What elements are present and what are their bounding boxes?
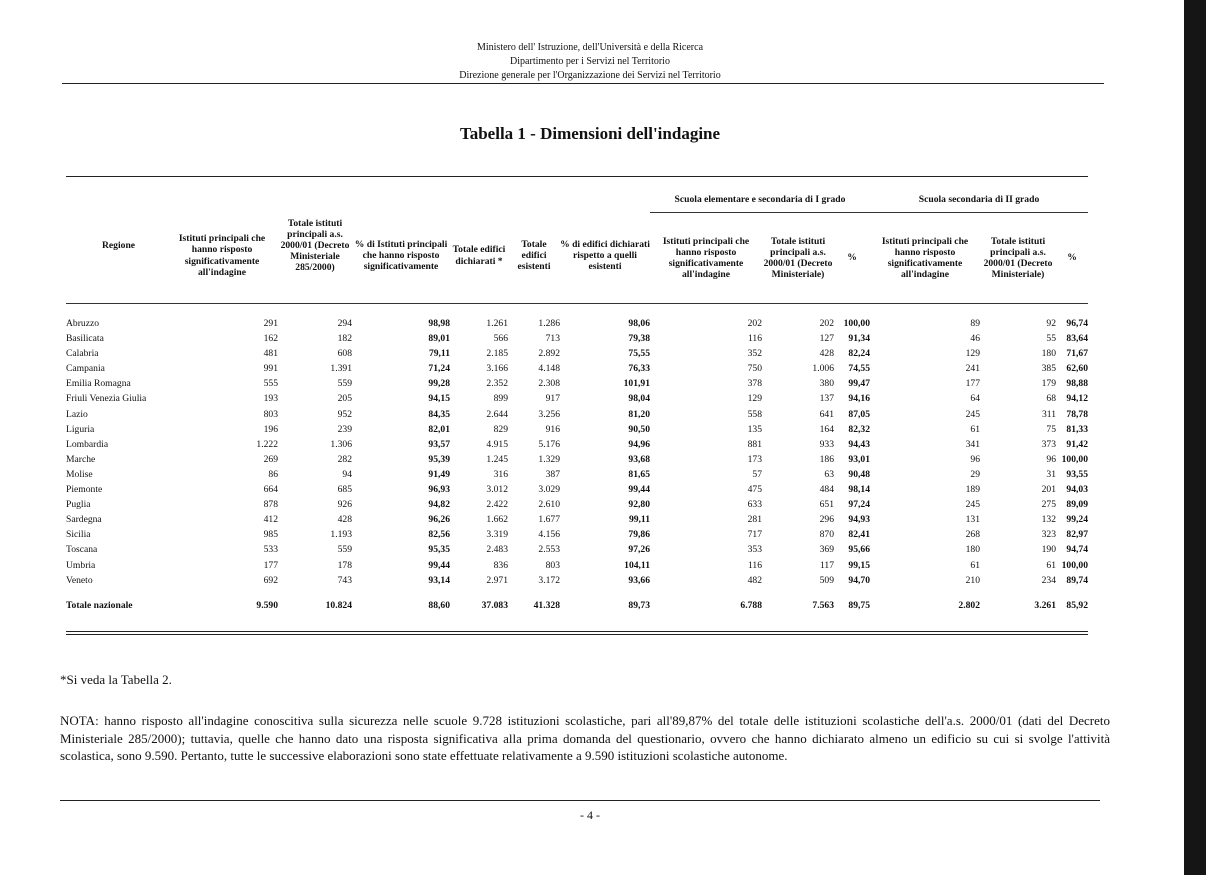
- table-cell: 269: [263, 453, 278, 465]
- table-cell: 75,55: [628, 348, 650, 360]
- table-cell: 93,55: [1066, 468, 1089, 480]
- table-cell: 899: [493, 393, 508, 405]
- scan-edge: [1184, 0, 1206, 875]
- table-cell: 281: [747, 514, 762, 526]
- table-cell: 99,44: [628, 484, 650, 496]
- col-totale-istituti: Totale istituti principali a.s. 2000/01 (Decreto Ministeriale 285/2000): [280, 217, 350, 274]
- table-cell: 177: [263, 559, 278, 571]
- table-cell: 100,00: [1061, 559, 1089, 571]
- table-cell: 1.193: [330, 529, 352, 541]
- table-cell: 180: [965, 544, 980, 556]
- col-istituti: Istituti principali che hanno risposto significativamente all'indagine: [178, 233, 266, 278]
- data-table: [66, 188, 1088, 613]
- table-cell: 99,24: [1066, 514, 1089, 526]
- footnote: *Si veda la Tabella 2.: [60, 672, 172, 687]
- table-cell: 245: [965, 408, 980, 420]
- table-cell: 651: [819, 499, 834, 511]
- table-cell: 131: [965, 514, 980, 526]
- table-cell: 234: [1041, 574, 1056, 586]
- table-cell: 341: [965, 438, 980, 450]
- table-cell: 94,96: [628, 438, 650, 450]
- table-cell: 116: [747, 559, 762, 571]
- table-cell: 750: [747, 363, 762, 375]
- table-cell: 89: [970, 318, 980, 329]
- table-cell: 82,24: [848, 348, 870, 360]
- table-row: [66, 482, 1088, 497]
- table-row: [66, 361, 1088, 376]
- table-cell: 79,38: [628, 333, 650, 345]
- table-cell: 68: [1046, 393, 1056, 405]
- table-cell: 1.222: [256, 438, 278, 450]
- table-cell: 93,66: [628, 574, 650, 586]
- table-cell: 1.286: [538, 318, 560, 329]
- table-cell: 74,55: [848, 363, 870, 375]
- table-cell: 3.256: [538, 408, 560, 420]
- table-cell: 95,39: [428, 453, 450, 465]
- table-cell: 94,16: [848, 393, 870, 405]
- table-row: [66, 391, 1088, 406]
- table-cell: 275: [1041, 499, 1056, 511]
- region-name: Friuli Venezia Giulia: [66, 393, 147, 405]
- region-name: Campania: [66, 363, 105, 375]
- table-cell: 291: [263, 318, 278, 329]
- table-cell: 296: [819, 514, 834, 526]
- table-cell: 93,14: [428, 574, 450, 586]
- table-row: [66, 316, 1088, 331]
- table-cell: 93,01: [848, 453, 870, 465]
- table-cell: 76,33: [628, 363, 650, 375]
- table-cell: 692: [263, 574, 278, 586]
- table-cell: 96,74: [1066, 318, 1089, 329]
- table-cell: 96,26: [428, 514, 450, 526]
- table-cell: 94,82: [428, 499, 450, 511]
- table-cell: 94,15: [428, 393, 450, 405]
- table-cell: 829: [493, 423, 508, 435]
- col-perc-istituti: % di Istituti principali che hanno risposto significativamente: [354, 238, 448, 273]
- table-cell: 94,43: [848, 438, 870, 450]
- table-cell: 87,05: [848, 408, 870, 420]
- table-cell: 878: [263, 499, 278, 511]
- table-cell: 129: [965, 348, 980, 360]
- table-cell: 96,93: [428, 484, 450, 496]
- table-cell: 100,00: [1061, 453, 1089, 465]
- table-cell: 71,24: [428, 363, 450, 375]
- region-name: Sicilia: [66, 529, 91, 541]
- table-bottom-rule: [66, 631, 1088, 632]
- table-cell: 1.306: [330, 438, 352, 450]
- table-cell: 182: [337, 333, 352, 345]
- region-name: Veneto: [66, 574, 93, 586]
- table-cell: 743: [337, 574, 352, 586]
- table-row: [66, 376, 1088, 391]
- table-cell: 484: [819, 484, 834, 496]
- region-name: Lazio: [66, 408, 88, 420]
- col-g1-istituti: Istituti principali che hanno risposto significativamente all'indagine: [650, 213, 762, 304]
- table-cell: 475: [747, 484, 762, 496]
- table-cell: 428: [337, 514, 352, 526]
- table-cell: 1.662: [486, 514, 508, 526]
- table-cell: 201: [1041, 484, 1056, 496]
- table-cell: 412: [263, 514, 278, 526]
- table-cell: 98,88: [1066, 378, 1089, 390]
- table-cell: 2.971: [486, 574, 508, 586]
- table-bottom-rule-2: [66, 634, 1088, 635]
- table-cell: 311: [1041, 408, 1056, 420]
- table-cell: 92: [1046, 318, 1056, 329]
- table-cell: 81,33: [1066, 423, 1089, 435]
- table-row: [66, 542, 1088, 557]
- table-cell: 380: [819, 378, 834, 390]
- table-cell: 94,12: [1066, 393, 1089, 405]
- table-cell: 881: [747, 438, 762, 450]
- table-cell: 117: [819, 559, 834, 571]
- table-cell: 373: [1041, 438, 1056, 450]
- table-cell: 98,06: [628, 318, 650, 329]
- region-name: Sardegna: [66, 514, 102, 526]
- region-name: Molise: [66, 468, 93, 480]
- total-cell: 7.563: [812, 599, 834, 611]
- table-cell: 559: [337, 544, 352, 556]
- table-cell: 385: [1041, 363, 1056, 375]
- table-cell: 926: [337, 499, 352, 511]
- table-cell: 2.644: [486, 408, 508, 420]
- table-cell: 190: [1041, 544, 1056, 556]
- table-cell: 173: [747, 453, 762, 465]
- table-row: [66, 573, 1088, 588]
- table-cell: 82,97: [1066, 529, 1089, 541]
- table-cell: 559: [337, 378, 352, 390]
- table-cell: 202: [747, 318, 762, 329]
- table-cell: 241: [965, 363, 980, 375]
- total-cell: 2.802: [958, 599, 980, 611]
- table-cell: 2.553: [538, 544, 560, 556]
- group-elementare: Scuola elementare e secondaria di I grado: [674, 194, 846, 206]
- table-cell: 97,24: [848, 499, 870, 511]
- table-cell: 316: [493, 468, 508, 480]
- table-row: [66, 558, 1088, 573]
- table-cell: 189: [965, 484, 980, 496]
- table-cell: 186: [819, 453, 834, 465]
- table-cell: 836: [493, 559, 508, 571]
- table-cell: 61: [970, 423, 980, 435]
- table-cell: 803: [545, 559, 560, 571]
- table-cell: 633: [747, 499, 762, 511]
- col-g2-totale: Totale istituti principali a.s. 2000/01 (Decreto Ministeriale): [980, 213, 1056, 304]
- nota-paragraph: NOTA: hanno risposto all'indagine conoscitiva sulla sicurezza nelle scuole 9.728 istituzioni scolastiche, pari all'89,87% del totale delle istituzioni scolastiche dell'a.s. 2000/01 (dati del Decreto Ministeriale 285/2000); tuttavia, quelle che hanno dato una risposta significativa alla prima domanda del questionario, ovvero che hanno dichiarato almeno un edificio su cui si svolge l'attività scolastica, sono 9.590. Pertanto, tutte le successive elaborazioni sono state effettuate relativamente a 9.590 istituzioni scolastiche autonome.: [60, 713, 1110, 763]
- table-cell: 641: [819, 408, 834, 420]
- table-cell: 2.352: [486, 378, 508, 390]
- table-cell: 482: [747, 574, 762, 586]
- table-cell: 268: [965, 529, 980, 541]
- table-cell: 608: [337, 348, 352, 360]
- table-cell: 82,32: [848, 423, 870, 435]
- table-cell: 99,28: [428, 378, 450, 390]
- region-name: Lombardia: [66, 438, 109, 450]
- table-cell: 29: [970, 468, 980, 480]
- table-cell: 1.006: [812, 363, 834, 375]
- table-cell: 4.156: [538, 529, 560, 541]
- table-cell: 210: [965, 574, 980, 586]
- table-cell: 177: [965, 378, 980, 390]
- table-cell: 55: [1046, 333, 1056, 345]
- table-cell: 991: [263, 363, 278, 375]
- header-direction: Direzione generale per l'Organizzazione dei Servizi nel Territorio: [459, 70, 721, 81]
- table-cell: 95,35: [428, 544, 450, 556]
- table-cell: 99,44: [428, 559, 450, 571]
- table-cell: 1.677: [538, 514, 560, 526]
- table-cell: 91,42: [1066, 438, 1089, 450]
- table-cell: 2.185: [486, 348, 508, 360]
- table-cell: 96: [1046, 453, 1056, 465]
- table-cell: 193: [263, 393, 278, 405]
- table-cell: 135: [747, 423, 762, 435]
- table-cell: 178: [337, 559, 352, 571]
- table-cell: 91,49: [428, 468, 450, 480]
- table-cell: 90,48: [848, 468, 870, 480]
- table-cell: 46: [970, 333, 980, 345]
- table-cell: 387: [545, 468, 560, 480]
- total-cell: 89,73: [628, 599, 650, 611]
- table-cell: 179: [1041, 378, 1056, 390]
- table-cell: 717: [747, 529, 762, 541]
- table-cell: 91,34: [848, 333, 870, 345]
- region-name: Puglia: [66, 499, 91, 511]
- table-cell: 481: [263, 348, 278, 360]
- table-cell: 2.892: [538, 348, 560, 360]
- page-number: - 4 -: [580, 808, 600, 822]
- total-label: Totale nazionale: [66, 599, 133, 611]
- table-cell: 127: [819, 333, 834, 345]
- table-cell: 1.245: [486, 453, 508, 465]
- table-cell: 378: [747, 378, 762, 390]
- table-cell: 282: [337, 453, 352, 465]
- table-cell: 96: [970, 453, 980, 465]
- table-cell: 98,98: [428, 318, 450, 329]
- table-cell: 870: [819, 529, 834, 541]
- table-cell: 101,91: [623, 378, 650, 390]
- table-cell: 89,74: [1066, 574, 1089, 586]
- total-cell: 9.590: [256, 599, 278, 611]
- table-cell: 566: [493, 333, 508, 345]
- table-cell: 555: [263, 378, 278, 390]
- total-row: [66, 598, 1088, 613]
- table-cell: 558: [747, 408, 762, 420]
- region-name: Toscana: [66, 544, 98, 556]
- table-cell: 196: [263, 423, 278, 435]
- table-cell: 92,80: [628, 499, 650, 511]
- table-cell: 79,86: [628, 529, 650, 541]
- table-cell: 94,03: [1066, 484, 1089, 496]
- region-name: Emilia Romagna: [66, 378, 131, 390]
- region-name: Umbria: [66, 559, 96, 571]
- table-row: [66, 422, 1088, 437]
- table-cell: 61: [1046, 559, 1056, 571]
- header-department: Dipartimento per i Servizi nel Territorio: [510, 56, 670, 67]
- table-cell: 369: [819, 544, 834, 556]
- table-cell: 323: [1041, 529, 1056, 541]
- table-cell: 90,50: [628, 423, 650, 435]
- table-cell: 685: [337, 484, 352, 496]
- table-cell: 933: [819, 438, 834, 450]
- table-cell: 803: [263, 408, 278, 420]
- table-cell: 352: [747, 348, 762, 360]
- table-cell: 4.915: [486, 438, 508, 450]
- table-cell: 3.172: [538, 574, 560, 586]
- table-cell: 294: [337, 318, 352, 329]
- table-cell: 78,78: [1066, 408, 1089, 420]
- table-cell: 1.329: [538, 453, 560, 465]
- table-cell: 89,09: [1066, 499, 1089, 511]
- total-cell: 85,92: [1066, 599, 1089, 611]
- total-cell: 10.824: [325, 599, 352, 611]
- table-cell: 116: [747, 333, 762, 345]
- table-cell: 917: [545, 393, 560, 405]
- table-cell: 104,11: [624, 559, 650, 571]
- table-cell: 99,15: [848, 559, 870, 571]
- table-top-rule: [66, 176, 1088, 177]
- table-cell: 916: [545, 423, 560, 435]
- region-name: Abruzzo: [66, 318, 100, 329]
- total-cell: 89,75: [848, 599, 870, 611]
- region-name: Basilicata: [66, 333, 104, 345]
- table-body: [66, 316, 1088, 588]
- table-cell: 100,00: [843, 318, 870, 329]
- total-cell: 88,60: [428, 599, 450, 611]
- table-cell: 94: [342, 468, 352, 480]
- col-regione: Regione: [102, 239, 136, 251]
- table-cell: 245: [965, 499, 980, 511]
- table-cell: 62,60: [1066, 363, 1089, 375]
- table-cell: 93,57: [428, 438, 450, 450]
- table-title: Tabella 1 - Dimensioni dell'indagine: [459, 124, 721, 143]
- table-cell: 81,65: [628, 468, 650, 480]
- table-cell: 99,47: [848, 378, 870, 390]
- col-g2-perc: %: [1056, 213, 1088, 304]
- table-cell: 428: [819, 348, 834, 360]
- table-cell: 61: [970, 559, 980, 571]
- header-rule: [62, 83, 1104, 84]
- table-cell: 94,93: [848, 514, 870, 526]
- table-cell: 3.029: [538, 484, 560, 496]
- footer-rule: [60, 800, 1100, 801]
- total-cell: 41.328: [533, 599, 560, 611]
- table-cell: 75: [1046, 423, 1056, 435]
- col-perc-edifici: % di edifici dichiarati rispetto a quelli esistenti: [560, 238, 650, 273]
- table-cell: 1.261: [486, 318, 508, 329]
- table-cell: 3.166: [486, 363, 508, 375]
- table-row: [66, 452, 1088, 467]
- table-cell: 2.483: [486, 544, 508, 556]
- table-cell: 4.148: [538, 363, 560, 375]
- table-cell: 79,11: [428, 348, 450, 360]
- total-cell: 6.788: [740, 599, 762, 611]
- table-cell: 239: [337, 423, 352, 435]
- table-cell: 99,11: [628, 514, 650, 526]
- table-cell: 137: [819, 393, 834, 405]
- table-cell: 205: [337, 393, 352, 405]
- table-cell: 533: [263, 544, 278, 556]
- table-cell: 31: [1046, 468, 1056, 480]
- table-cell: 81,20: [628, 408, 650, 420]
- col-g2-istituti: Istituti principali che hanno risposto significativamente all'indagine: [870, 213, 980, 304]
- table-cell: 3.012: [486, 484, 508, 496]
- table-cell: 71,67: [1066, 348, 1089, 360]
- total-cell: 3.261: [1034, 599, 1056, 611]
- table-cell: 93,68: [628, 453, 650, 465]
- table-cell: 95,66: [848, 544, 870, 556]
- table-cell: 1.391: [330, 363, 352, 375]
- table-cell: 2.610: [538, 499, 560, 511]
- table-cell: 353: [747, 544, 762, 556]
- table-row: [66, 437, 1088, 452]
- table-cell: 82,56: [428, 529, 450, 541]
- table-cell: 86: [268, 468, 278, 480]
- table-row: [66, 527, 1088, 542]
- table-cell: 713: [545, 333, 560, 345]
- table-cell: 84,35: [428, 408, 450, 420]
- col-edifici-dichiarati: Totale edifici dichiarati *: [452, 244, 506, 267]
- table-cell: 94,70: [848, 574, 870, 586]
- col-g1-perc: %: [834, 213, 870, 304]
- table-cell: 985: [263, 529, 278, 541]
- table-cell: 664: [263, 484, 278, 496]
- table-cell: 98,04: [628, 393, 650, 405]
- table-row: [66, 512, 1088, 527]
- table-cell: 3.319: [486, 529, 508, 541]
- table-row: [66, 331, 1088, 346]
- region-name: Liguria: [66, 423, 95, 435]
- table-cell: 5.176: [538, 438, 560, 450]
- table-cell: 57: [752, 468, 762, 480]
- table-cell: 97,26: [628, 544, 650, 556]
- group-secondaria: Scuola secondaria di II grado: [918, 194, 1040, 206]
- table-cell: 2.308: [538, 378, 560, 390]
- header-ministry: Ministero dell' Istruzione, dell'Università e della Ricerca: [476, 42, 704, 53]
- table-cell: 509: [819, 574, 834, 586]
- table-cell: 164: [819, 423, 834, 435]
- table-cell: 82,41: [848, 529, 870, 541]
- table-cell: 2.422: [486, 499, 508, 511]
- table-cell: 89,01: [428, 333, 450, 345]
- region-name: Calabria: [66, 348, 99, 360]
- table-row: [66, 467, 1088, 482]
- table-row: [66, 346, 1088, 361]
- table-cell: 63: [824, 468, 834, 480]
- region-name: Marche: [66, 453, 96, 465]
- table-cell: 129: [747, 393, 762, 405]
- table-cell: 952: [337, 408, 352, 420]
- table-cell: 64: [970, 393, 980, 405]
- table-cell: 162: [263, 333, 278, 345]
- region-name: Piemonte: [66, 484, 103, 496]
- total-cell: 37.083: [481, 599, 508, 611]
- table-cell: 83,64: [1066, 333, 1089, 345]
- col-g1-totale: Totale istituti principali a.s. 2000/01 (Decreto Ministeriale): [762, 213, 834, 304]
- table-cell: 132: [1041, 514, 1056, 526]
- table-cell: 94,74: [1066, 544, 1089, 556]
- table-cell: 180: [1041, 348, 1056, 360]
- col-edifici-esistenti: Totale edifici esistenti: [517, 238, 551, 273]
- table-cell: 82,01: [428, 423, 450, 435]
- table-row: [66, 407, 1088, 422]
- table-cell: 202: [819, 318, 834, 329]
- table-cell: 98,14: [848, 484, 870, 496]
- table-row: [66, 497, 1088, 512]
